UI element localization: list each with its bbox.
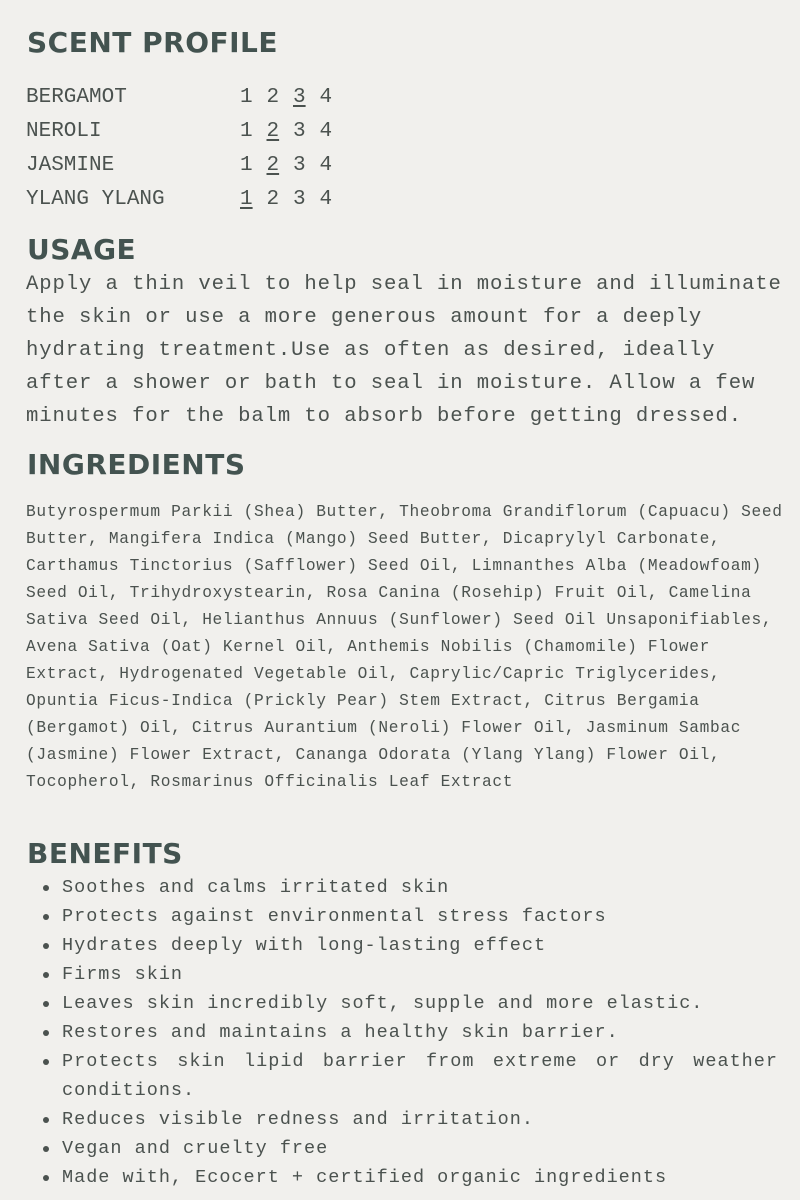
intensity-level: 2	[266, 85, 280, 109]
scent-row	[26, 114, 346, 148]
intensity-level: 4	[319, 85, 333, 109]
bullet-icon	[43, 1146, 49, 1152]
bullet-icon	[43, 1059, 49, 1065]
scent-row	[26, 182, 346, 216]
bullet-icon	[43, 1001, 49, 1007]
benefit-item	[30, 1105, 778, 1134]
benefit-item	[30, 1163, 778, 1192]
intensity-level: 4	[319, 153, 333, 177]
benefit-item	[30, 873, 778, 902]
intensity-level: 1	[240, 153, 253, 177]
bullet-icon	[43, 1030, 49, 1036]
intensity-level-selected: 1	[240, 187, 253, 211]
benefit-item	[30, 1018, 778, 1047]
intensity-level: 3	[293, 153, 306, 177]
benefit-text: Leaves skin incredibly soft, supple and more elastic.	[62, 993, 704, 1014]
scent-note-name: BERGAMOT	[26, 85, 127, 109]
intensity-scale	[240, 154, 346, 177]
benefit-item	[30, 1047, 778, 1105]
benefit-text: Reduces visible redness and irritation.	[62, 1109, 534, 1130]
benefits-heading: BENEFITS	[27, 837, 183, 870]
benefit-text: Firms skin	[62, 964, 184, 985]
intensity-level: 4	[319, 187, 333, 211]
scent-row	[26, 80, 346, 114]
benefits-list	[30, 873, 778, 1192]
bullet-icon	[43, 914, 49, 920]
intensity-scale	[240, 120, 346, 143]
intensity-level-selected: 2	[266, 119, 280, 143]
usage-text: Apply a thin veil to help seal in moisture and illuminate the skin or use a more generous amount for a deeply hydrating treatment.Use as often as desired, ideally after a shower or bath to seal in moisture. Allow a few minutes for the balm to absorb before getting dressed.	[26, 273, 782, 428]
benefit-item	[30, 1134, 778, 1163]
intensity-scale	[240, 86, 346, 109]
intensity-level-selected: 3	[293, 85, 306, 109]
intensity-level-selected: 2	[266, 153, 280, 177]
usage-heading: USAGE	[27, 233, 137, 266]
intensity-level: 1	[240, 85, 253, 109]
benefit-item	[30, 931, 778, 960]
bullet-icon	[43, 972, 49, 978]
bullet-icon	[43, 943, 49, 949]
scent-profile-list	[26, 80, 346, 216]
ingredients-text: Butyrospermum Parkii (Shea) Butter, Theobroma Grandiflorum (Capuacu) Seed Butter, Mangifera Indica (Mango) Seed Butter, Dicaprylyl Carbonate, Carthamus Tinctorius (Safflower) Seed Oil, Limnanthes Alba (Meadowfoam) Seed Oil, Trihydroxystearin, Rosa Canina (Rosehip) Fruit Oil, Camelina Sativa Seed Oil, Helianthus Annuus (Sunflower) Seed Oil Unsaponifiables, Avena Sativa (Oat) Kernel Oil, Anthemis Nobilis (Chamomile) Flower Extract, Hydrogenated Vegetable Oil, Caprylic/Capric Triglycerides, Opuntia Ficus-Indica (Prickly Pear) Stem Extract, Citrus Bergamia (Bergamot) Oil, Citrus Aurantium (Neroli) Flower Oil, Jasminum Sambac (Jasmine) Flower Extract, Cananga Odorata (Ylang Ylang) Flower Oil, Tocopherol, Rosmarinus Officinalis Leaf Extract	[26, 503, 783, 791]
bullet-icon	[43, 885, 49, 891]
intensity-level: 4	[319, 119, 333, 143]
intensity-level: 3	[293, 119, 306, 143]
benefit-item	[30, 960, 778, 989]
intensity-level: 3	[293, 187, 306, 211]
benefit-text: Soothes and calms irritated skin	[62, 877, 450, 898]
scent-row	[26, 148, 346, 182]
benefit-item	[30, 989, 778, 1018]
scent-note-name: JASMINE	[26, 153, 115, 177]
scent-profile-heading: SCENT PROFILE	[27, 26, 279, 59]
benefit-text: Made with, Ecocert + certified organic ingredients	[62, 1167, 668, 1188]
benefit-item	[30, 902, 778, 931]
intensity-scale	[240, 188, 346, 211]
benefit-text: Protects against environmental stress factors	[62, 906, 607, 927]
benefit-text: Hydrates deeply with long-lasting effect	[62, 935, 547, 956]
intensity-level: 2	[266, 187, 280, 211]
scent-note-name: NEROLI	[26, 119, 102, 143]
benefit-text: Vegan and cruelty free	[62, 1138, 329, 1159]
benefit-text: Protects skin lipid barrier from extreme or dry weather conditions.	[62, 1051, 778, 1101]
intensity-level: 1	[240, 119, 253, 143]
ingredients-heading: INGREDIENTS	[27, 448, 246, 481]
bullet-icon	[43, 1117, 49, 1123]
benefit-text: Restores and maintains a healthy skin barrier.	[62, 1022, 619, 1043]
scent-note-name: YLANG YLANG	[26, 187, 165, 211]
bullet-icon	[43, 1175, 49, 1181]
